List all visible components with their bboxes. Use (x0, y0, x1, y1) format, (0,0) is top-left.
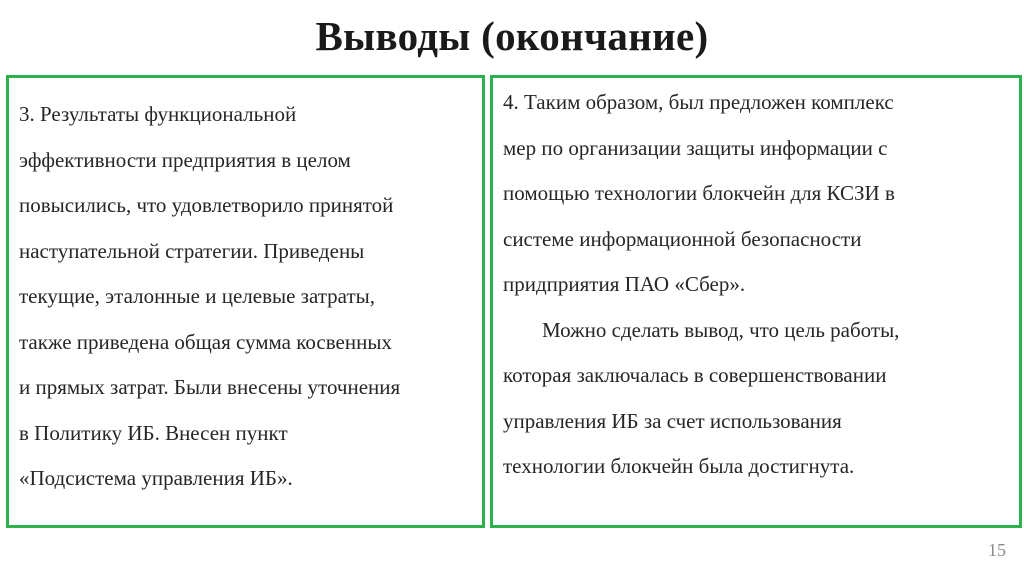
text-line: которая заключалась в совершенствовании (503, 363, 887, 387)
text-line: также приведена общая сумма косвенных (19, 329, 392, 354)
text-line: системе информационной безопасности (503, 226, 862, 251)
text-line: придприятия ПАО «Сбер». (503, 272, 746, 296)
text-line: повысились, что удовлетворило принятой (19, 193, 394, 217)
text-line: эффективности предприятия в целом (19, 147, 351, 172)
text-line: 3. Результаты функциональной (19, 102, 297, 126)
text-line: и прямых затрат. Были внесены уточнения (19, 375, 401, 399)
text-line: технологии блокчейн была достигнута. (503, 454, 855, 478)
right-conclusion-paragraph-2 (503, 308, 1019, 490)
text-line: 4. Таким образом, был предложен комплекс (503, 90, 894, 114)
left-conclusion-text (19, 92, 482, 502)
text-line: Можно сделать вывод, что цель работы, (542, 317, 900, 342)
right-conclusion-box (490, 75, 1022, 528)
text-line: текущие, эталонные и целевые затраты, (19, 284, 375, 308)
text-line: помощью технологии блокчейн для КСЗИ в (503, 181, 895, 205)
text-line: в Политику ИБ. Внесен пункт (19, 420, 288, 445)
slide-title: Выводы (окончание) (315, 13, 709, 59)
text-line: «Подсистема управления ИБ». (19, 466, 293, 490)
text-line: управления ИБ за счет использования (503, 408, 842, 433)
page-number: 15 (988, 540, 1006, 560)
left-conclusion-box (6, 75, 485, 528)
text-line: наступательной стратегии. Приведены (19, 238, 365, 263)
right-conclusion-paragraph-1 (503, 80, 1019, 308)
text-line: мер по организации защиты информации с (503, 135, 888, 160)
